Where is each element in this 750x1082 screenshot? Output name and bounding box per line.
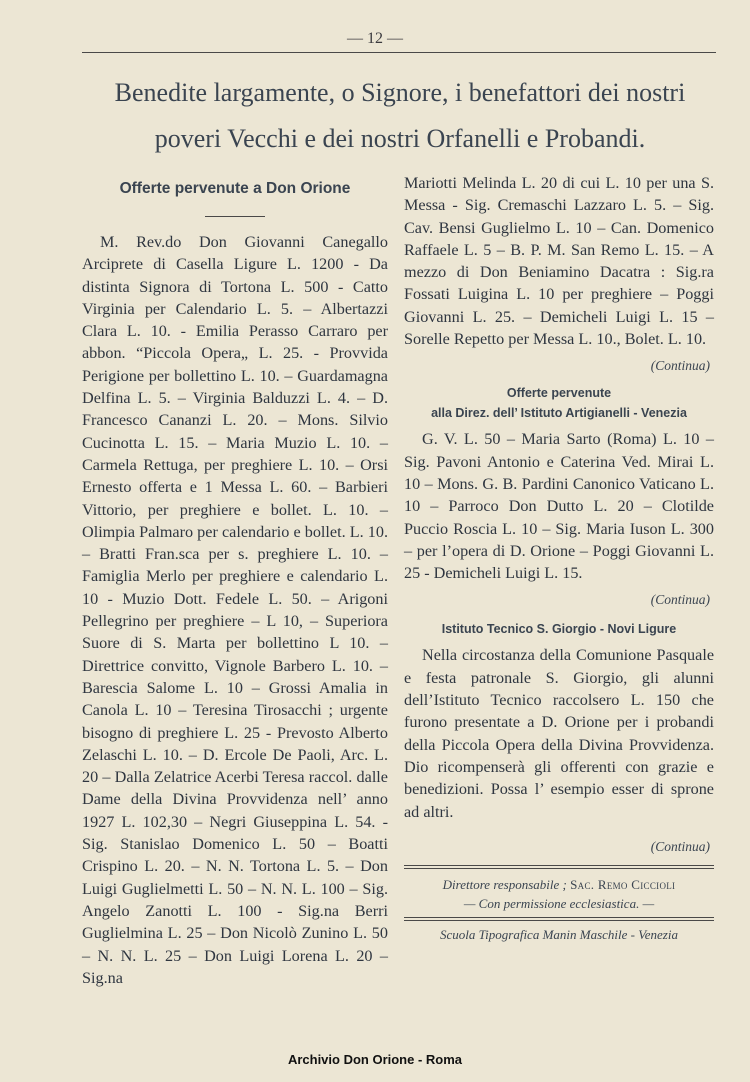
- imprint-rule-top: [404, 865, 714, 869]
- continua-note-3: (Continua): [650, 838, 710, 854]
- continua-note-1: (Continua): [650, 358, 710, 374]
- page-title: [60, 70, 740, 162]
- donations-heading: Offerte pervenute a Don Orione: [119, 180, 351, 197]
- page-number: — 12 —: [347, 30, 403, 47]
- donations-list-text: M. Rev.do Don Giovanni Canegallo Arciprete di Casella Ligure L. 1200 - Da distinta Signora di Tortona L. 500 - Catto Virginia per Calendario L. 5. – Albertazzi Clara L. 10. - Emilia Perasso Carraro per abbon. “Piccola Opera„ L. 25. - Provvida Perigione per bollettino L. 10. – Guardamagna Delfina L. 5. – Virginia Balduzzi L. 4. – D. Francesco Cananzi L. 20. – Mons. Silvio Cucinotta L. 15. – Maria Muzio L. 10. – Carmela Rettuga, per preghiere L. 10. – Orsi Ernesto offerta e 1 Messa L. 60. – Barbieri Vittorio, per preghiere e bollet. L. 10. – Olimpia Palmaro per calendario e bollet. L. 10. – Bratti Fran.sca per s. preghiere L. 10. – Famiglia Merlo per preghiere e calendario L. 10 - Muzio Dott. Fedele L. 50. – Arigoni Pellegrino per preghiere – L 10, – Superiora Suore di S. Marta per bollettino L 10. – Direttrice convitto, Vignole Barbero L. 10. – Barescia Salome L. 10 – Grossi Amalia in Canola L. 10 – Teresina Tirosacchi ; urgente bisogno di preghiere L. 25 - Prevosto Alberto Zelaschi L. 10. – D. Ercole De Paoli, Arc. L. 20 – Dalla Zelatrice Acerbi Teresa raccol. dalle Dame della Divina Provvidenza nell’ anno 1927 L. 102,30 – Negri Giuseppina L. 54. - Sig. Stanislao Domenico L. 50 – Boatti Crispino L. 20. – N. N. Tortona L. 5. – Don Luigi Guglielmetti L. 50 – N. N. L. 100 – Sig. Angelo Zanotti L. 100 - Sig.na Berri Guglielmina L. 25 – Don Nicolò Zunino L. 50 – N. N. L. 25 – Don Luigi Lorena L. 20 – Sig.na: [82, 233, 388, 987]
- artigianelli-donations-text: G. V. L. 50 – Maria Sarto (Roma) L. 10 – Sig. Pavoni Antonio e Caterina Ved. Mirai L. 10 – Mons. G. B. Pardini Canonico Vaticano L. 10 – Parroco Don Dutto L. 20 – Clotilde Puccio Roscia L. 10 – Sig. Maria Iuson L. 300 – per l’opera di D. Orione – Poggi Giovanni L. 25 - Demicheli Luigi L. 15.: [404, 430, 714, 583]
- title-line-2: poveri Vecchi e dei nostri Orfanelli e Probandi.: [154, 124, 646, 153]
- director-name: Sac. Remo Ciccioli: [570, 876, 676, 892]
- continua-note-2: (Continua): [650, 592, 710, 608]
- heading-divider: [205, 216, 265, 217]
- imprint-block: [404, 865, 714, 944]
- left-column: [82, 172, 388, 989]
- donations-continued-text: Mariotti Melinda L. 20 di cui L. 10 per una S. Messa - Sig. Cremaschi Lazzaro L. 5. – Sig. Cav. Bensi Guglielmo L. 10 – Can. Domenico Raffaele L. 5 – B. P. M. San Remo L. 15. – A mezzo di Don Beniamino Dacatra : Sig.ra Fossati Luigina L. 10 per preghiere – Poggi Giovanni L. 25. – Demicheli Luigi L. 15 – Sorelle Repetto per Messa L. 10., Bolet. L. 10.: [404, 174, 714, 349]
- archive-caption: Archivio Don Orione - Roma: [287, 1052, 463, 1067]
- title-line-1: Benedite largamente, o Signore, i benefattori dei nostri: [114, 78, 686, 107]
- right-column: [404, 172, 714, 944]
- artigianelli-heading-line-2: alla Direz. dell’ Istituto Artigianelli - Venezia: [431, 406, 687, 421]
- printer-line: Scuola Tipografica Manin Maschile - Venezia: [440, 926, 678, 942]
- san-giorgio-text: Nella circostanza della Comunione Pasquale e festa patronale S. Giorgio, gli alunni dell’Istituto Tecnico raccolsero L. 150 che furono presentate a D. Orione per i probandi della Piccola Opera della Divina Provvidenza. Dio ricompenserà gli offerenti con grazie e benedizioni. Possa l’ esempio esser di sprone ad altri.: [404, 646, 714, 821]
- header-rule: [82, 52, 716, 53]
- director-line: [404, 875, 714, 894]
- san-giorgio-heading: Istituto Tecnico S. Giorgio - Novi Ligure: [441, 622, 677, 637]
- director-label: Direttore responsabile ;: [442, 876, 567, 892]
- artigianelli-heading-line-1: Offerte pervenute: [506, 386, 612, 401]
- imprint-rule-bottom: [404, 917, 714, 921]
- permission-line: — Con permissione ecclesiastica. —: [463, 895, 655, 911]
